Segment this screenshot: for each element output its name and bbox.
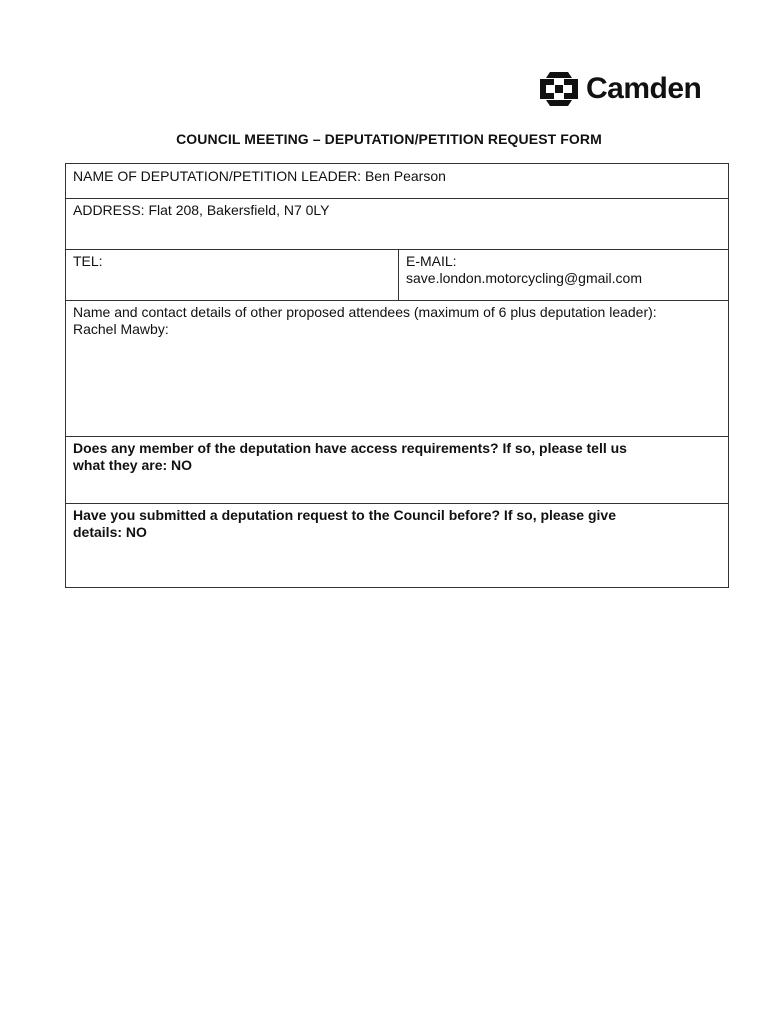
- camden-logo-text: Camden: [586, 72, 702, 105]
- address-cell[interactable]: [66, 199, 728, 249]
- access-cell[interactable]: [66, 437, 728, 503]
- access-question-line1: Does any member of the deputation have access requirements? If so, please tell us: [73, 440, 627, 456]
- form-title: COUNCIL MEETING – DEPUTATION/PETITION REQUEST FORM: [176, 131, 602, 147]
- address-text: ADDRESS: Flat 208, Bakersfield, N7 0LY: [73, 202, 330, 218]
- attendees-label: Name and contact details of other proposed attendees (maximum of 6 plus deputation leader):: [73, 304, 657, 320]
- previous-request-row: [66, 504, 728, 587]
- access-question-line2: what they are: NO: [73, 457, 193, 473]
- contact-row: [66, 250, 728, 301]
- camden-logo-icon: [536, 70, 582, 108]
- access-row: [66, 437, 728, 504]
- email-cell[interactable]: [398, 250, 728, 300]
- previous-question-line1: Have you submitted a deputation request to the Council before? If so, please give: [73, 507, 616, 523]
- previous-question-line2: details: NO: [73, 524, 147, 540]
- attendees-value: Rachel Mawby:: [73, 321, 169, 337]
- leader-cell[interactable]: [66, 165, 728, 198]
- email-label: E-MAIL:: [406, 253, 457, 269]
- tel-cell[interactable]: [66, 250, 398, 300]
- address-row: [66, 199, 728, 250]
- request-form-table: [65, 163, 729, 588]
- attendees-cell[interactable]: [66, 301, 728, 436]
- email-value: save.london.motorcycling@gmail.com: [406, 270, 642, 286]
- leader-text: NAME OF DEPUTATION/PETITION LEADER: Ben Pearson: [73, 168, 446, 184]
- leader-row: [66, 164, 728, 199]
- camden-logo: [536, 68, 720, 110]
- previous-request-cell[interactable]: [66, 504, 728, 587]
- attendees-row: [66, 301, 728, 437]
- tel-label: TEL:: [73, 253, 103, 269]
